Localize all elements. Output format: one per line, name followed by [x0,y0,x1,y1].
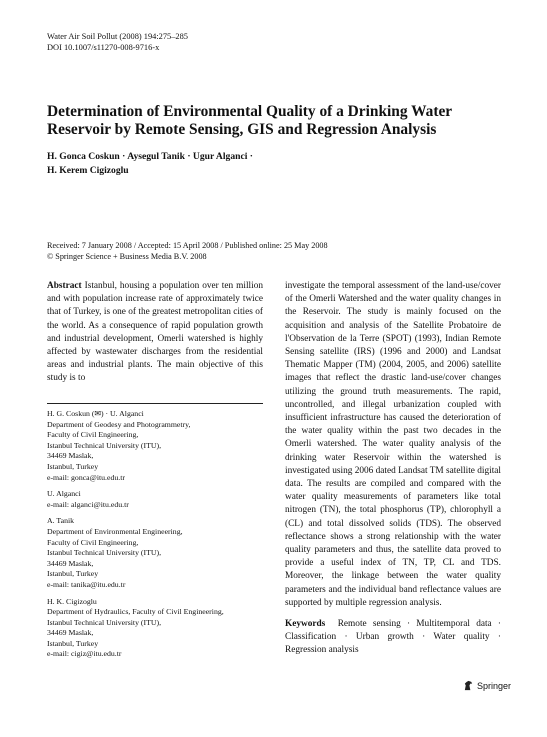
abstract-right-column [285,280,501,658]
affiliation-line: Istanbul, Turkey [47,461,99,471]
affiliation-block [47,597,263,661]
publication-history [47,240,517,262]
affiliation-block [47,409,263,483]
affiliation-names: U. Alganci [47,489,81,499]
author-line: H. Kerem Cigizoglu [47,165,129,176]
affiliation-email[interactable]: e-mail: tanika@itu.edu.tr [47,579,126,589]
abstract-paragraph [47,280,263,386]
affiliation-email[interactable]: e-mail: gonca@itu.edu.tr [47,472,125,482]
affiliations [47,409,263,666]
springer-horse-icon [463,680,474,691]
author-list [47,150,517,178]
journal-citation: Water Air Soil Pollut (2008) 194:275–285 [47,32,188,41]
footnote-divider [47,403,263,404]
affiliation-line: 34469 Maslak, [47,558,94,568]
paper-title: Determination of Environmental Quality of a Drinking Water Reservoir by Remote Sensing, GIS and Regression Analysis [47,103,452,138]
keywords-text: Remote sensing · Multitemporal data · Classification · Urban growth · Water quality · Regression analysis [285,619,501,656]
received-accepted-dates: Received: 7 January 2008 / Accepted: 15 April 2008 / Published online: 25 May 2008 [47,241,328,250]
abstract-left-column [47,280,263,386]
author-line: H. Gonca Coskun · Aysegul Tanik · Ugur Alganci · [47,151,253,162]
affiliation-line: Istanbul, Turkey [47,569,99,579]
affiliation-line: Istanbul Technical University (ITU), [47,617,162,627]
affiliation-line: Istanbul Technical University (ITU), [47,440,162,450]
abstract-text-left: Istanbul, housing a population over ten million and with population increase rate of approximately twice that of Turkey, is one of the greatest metropolitan cities of the world. As a consequence of rapid population growth and industrial development, Omerli watershed is highly affected by wastewater discharges from the residential areas and industrial plants. The main objective of this study is to [47,281,264,384]
keywords-label: Keywords [285,619,326,630]
affiliation-names: H. K. Cigizoglu [47,596,97,606]
abstract-text-right: investigate the temporal assessment of the land-use/cover of the Omerli Watershed and the water quality changes in the Reservoir. The study is mainly focused on the acquisition and analysis of the Satellite Probatoire de l'Observation de la Terre (SPOT) (1993), Indian Remote Sensing satellite (IRS) (1996 and 2000) and Landsat Thematic Mapper (TM) (2004, 2005, and 2006) satellite images that reflect the drastic land-use/cover changes utilizing the ground truth measurements. The rapid, uncontrolled, and illegal urbanization coupled with insufficient infrastructure has caused the deterioration of the water quality within the past two decades in the Omerli watershed. The water quality analysis of the drinking water Reservoir within the watershed is investigated using 2006 dated Landsat TM satellite digital data. The results are compiled and compared with the water quality measurements of parameters like total nitrogen (TN), the total phosphorus (TP), chlorophyll a (CL) and total dissolved solids (TDS). The observed reflectance shows a strong relationship with the water quality parameters and thus, the satellite data proved to provide a useful index of TN, TP, CL and TDS. Moreover, the linkage between the water quality parameters and the individual band reflectance values are supported by multiple regression analysis. [285,281,501,608]
affiliation-line: Department of Hydraulics, Faculty of Civil Engineering, [47,607,224,617]
affiliation-line: Istanbul Technical University (ITU), [47,548,162,558]
affiliation-line: 34469 Maslak, [47,451,94,461]
copyright-line: © Springer Science + Business Media B.V. 2008 [47,252,207,261]
affiliation-line: Istanbul, Turkey [47,638,99,648]
affiliation-line: Faculty of Civil Engineering, [47,430,139,440]
springer-logo [463,680,511,691]
affiliation-line: 34469 Maslak, [47,628,94,638]
affiliation-block [47,516,263,590]
affiliation-block [47,489,263,510]
affiliation-line: Department of Geodesy and Photogrammetry, [47,419,191,429]
affiliation-names: H. G. Coskun (✉) · U. Alganci [47,409,144,418]
running-header [47,31,188,53]
springer-wordmark: Springer [477,680,512,691]
affiliation-line: Faculty of Civil Engineering, [47,537,139,547]
affiliation-line: Department of Environmental Engineering, [47,526,183,536]
affiliation-email[interactable]: e-mail: cigiz@itu.edu.tr [47,649,122,659]
keywords [285,618,501,658]
affiliation-names: A. Tanik [47,516,75,526]
doi[interactable]: DOI 10.1007/s11270-008-9716-x [47,43,160,52]
abstract-label: Abstract [47,281,82,291]
affiliation-email[interactable]: e-mail: alganci@itu.edu.tr [47,499,129,509]
